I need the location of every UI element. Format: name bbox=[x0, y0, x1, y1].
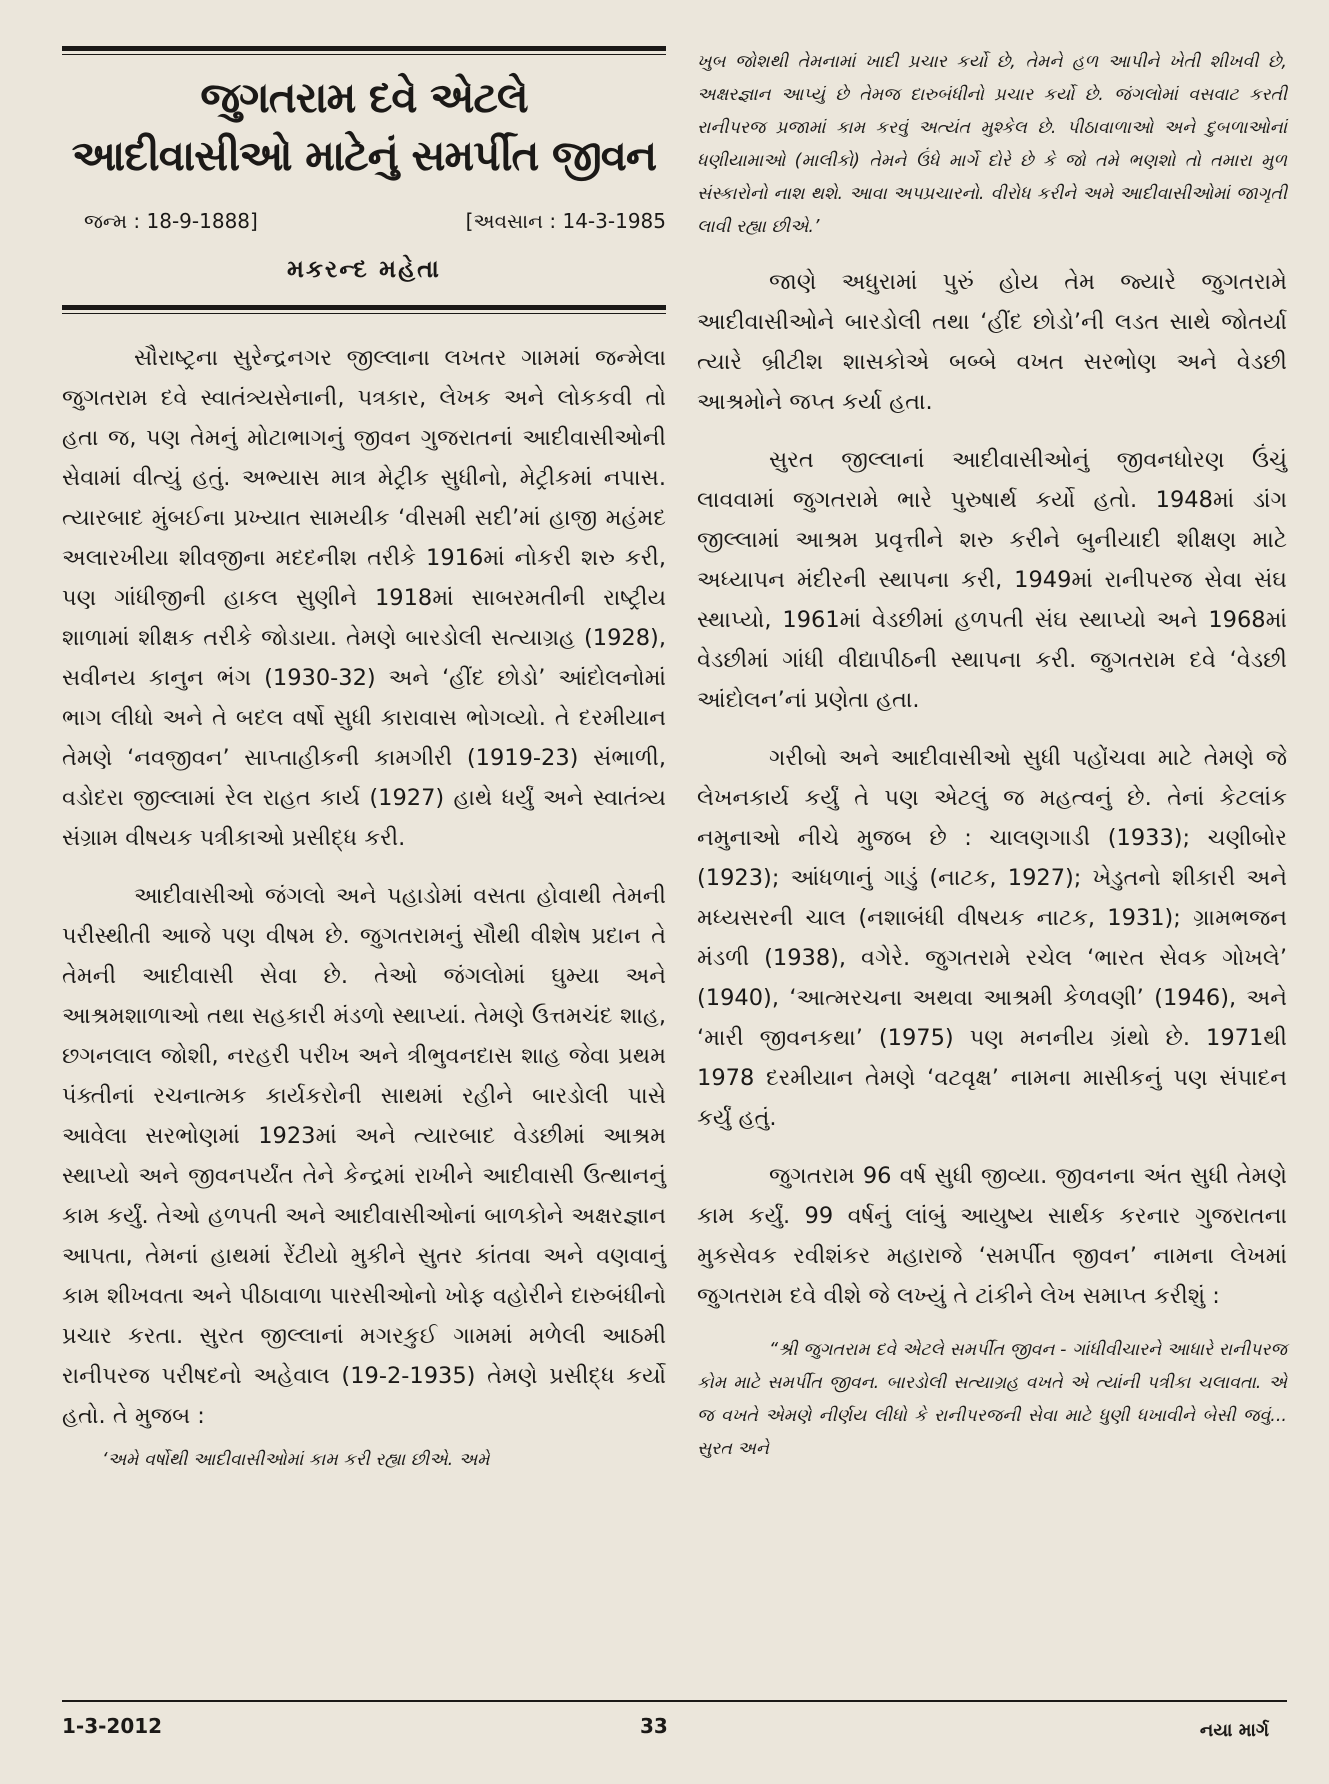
death-date: [અવસાન : 14-3-1985 bbox=[465, 209, 666, 233]
magazine-name: નયા માર્ગ bbox=[1199, 1720, 1269, 1741]
paragraph: જાણે અધુરામાં પુરું હોય તેમ જ્યારે જુગતરામે આદીવાસીઓને બારડોલી તથા ‘હીંદ છોડો’ની લડત સાથે જોતર્યા ત્યારે બ્રીટીશ શાસકોએ બબ્બે વખત સરભોણ અને વેડછી આશ્રમોને જપ્ત કર્યા હતા. bbox=[697, 269, 1287, 415]
paragraph: સુરત જીલ્લાનાં આદીવાસીઓનું જીવનધોરણ ઉંચું લાવવામાં જુગતરામે ભારે પુરુષાર્થ કર્યો હતો. 1948માં ડાંગ જીલ્લામાં આશ્રમ પ્રવૃત્તીને શરુ કરીને બુનીયાદી શીક્ષણ માટે અધ્યાપન મંદીરની સ્થાપના કરી, 1949માં રાનીપરજ સેવા સંઘ સ્થાપ્યો, 1961માં વેડછીમાં હળપતી સંઘ સ્થાપ્યો અને 1968માં વેડછીમાં ગાંધી વીદ્યાપીઠની સ્થાપના કરી. જુગતરામ દવે ‘વેડછી આંદોલન’નાં પ્રણેતા હતા. bbox=[697, 447, 1287, 713]
paragraph: આદીવાસીઓ જંગલો અને પહાડોમાં વસતા હોવાથી તેમની પરીસ્થીતી આજે પણ વીષમ છે. જુગતરામનું સૌથી વીશેષ પ્રદાન તે તેમની આદીવાસી સેવા છે. તેઓ જંગલોમાં ઘુમ્યા અને આશ્રમશાળાઓ તથા સહકારી મંડળો સ્થાપ્યાં. તેમણે ઉત્તમચંદ શાહ, છગનલાલ જોશી, નરહરી પરીખ અને ત્રીભુવનદાસ શાહ જેવા પ્રથમ પંક્તીનાં રચનાત્મક કાર્યકરોની સાથમાં રહીને બારડોલી પાસે આવેલા સરભોણમાં 1923માં અને ત્યારબાદ વેડછીમાં આશ્રમ સ્થાપ્યો અને જીવનપર્યંત તેને કેન્દ્રમાં રાખીને આદીવાસી ઉત્થાનનું કામ કર્યું. તેઓ હળપતી અને આદીવાસીઓનાં બાળકોને અક્ષરજ્ઞાન આપતા, તેમનાં હાથમાં રેંટીયો મુકીને સુતર કાંતવા અને વણવાનું કામ શીખવતા અને પીઠાવાળા પારસીઓનો ખોફ વહોરીને દારુબંધીનો પ્રચાર કરતા. સુરત જીલ્લાનાં મગરકુઈ ગામમાં મળેલી આઠમી રાનીપરજ પરીષદનો અહેવાલ (19-2-1935) તેમણે પ્રસીદ્ધ કર્યો હતો. તે મુજબ : bbox=[62, 883, 666, 1429]
dates-row bbox=[62, 209, 666, 243]
page-number: 33 bbox=[640, 1714, 668, 1738]
footer-rule bbox=[62, 1700, 1287, 1702]
quote-continuation: ખુબ જોશથી તેમનામાં ખાદી પ્રચાર કર્યો છે, તેમને હળ આપીને ખેતી શીખવી છે, અક્ષરજ્ઞાન આપ્યું છે તેમજ દારુબંધીનો પ્રચાર કર્યો છે. જંગલોમાં વસવાટ કરતી રાનીપરજ પ્રજામાં કામ કરવું અત્યંત મુશ્કેલ છે. પીઠાવાળાઓ અને દુબળાઓનાં ધણીયામાઓ (માલીકો) તેમને ઉંધે માર્ગે દોરે છે કે જો તમે ભણશો તો તમારા મુળ સંસ્કારોનો નાશ થશે. આવા અપપ્રચારનો. વીરોધ કરીને અમે આદીવાસીઓમાં જાગૃતી લાવી રહ્યા છીએ.’ bbox=[697, 52, 1287, 237]
top-rule bbox=[62, 46, 666, 55]
birth-date: જન્મ : 18-9-1888] bbox=[84, 209, 258, 233]
title-line-2: આદીવાસીઓ માટેનું સમર્પીત જીવન bbox=[71, 131, 657, 180]
right-column bbox=[697, 46, 1287, 1466]
author-name: મકરન્દ મહેતા bbox=[287, 255, 441, 283]
issue-date: 1-3-2012 bbox=[62, 1714, 163, 1738]
title-line-1: જુગતરામ દવે એટલે bbox=[200, 73, 528, 122]
header-bottom-rule bbox=[62, 305, 666, 314]
paragraph: સૌરાષ્ટ્રના સુરેન્દ્રનગર જીલ્લાના લખતર ગામમાં જન્મેલા જુગતરામ દવે સ્વાતંત્ર્યસેનાની, પત્રકાર, લેખક અને લોકકવી તો હતા જ, પણ તેમનું મોટાભાગનું જીવન ગુજરાતનાં આદીવાસીઓની સેવામાં વીત્યું હતું. અભ્યાસ માત્ર મેટ્રીક સુધીનો, મેટ્રીકમાં નપાસ. ત્યારબાદ મુંબઈના પ્રખ્યાત સામયીક ‘વીસમી સદી’માં હાજી મહંમદ અલારખીયા શીવજીના મદદનીશ તરીકે 1916માં નોકરી શરુ કરી, પણ ગાંધીજીની હાકલ સુણીને 1918માં સાબરમતીની રાષ્ટ્રીય શાળામાં શીક્ષક તરીકે જોડાયા. તેમણે બારડોલી સત્યાગ્રહ (1928), સવીનય કાનુન ભંગ (1930-32) અને ‘હીંદ છોડો’ આંદોલનોમાં ભાગ લીધો અને તે બદલ વર્ષો સુધી કારાવાસ ભોગવ્યો. તે દરમીયાન તેમણે ‘નવજીવન’ સાપ્તાહીકની કામગીરી (1919-23) સંભાળી, વડોદરા જીલ્લામાં રેલ રાહત કાર્ય (1927) હાથે ધર્યું અને સ્વાતંત્ર્ય સંગ્રામ વીષયક પત્રીકાઓ પ્રસીદ્ધ કરી. bbox=[62, 345, 666, 851]
left-column bbox=[62, 46, 666, 1477]
paragraph: જુગતરામ 96 વર્ષ સુધી જીવ્યા. જીવનના અંત સુધી તેમણે કામ કર્યું. 99 વર્ષનું લાંબું આયુષ્ય સાર્થક કરનાર ગુજરાતના મુકસેવક રવીશંકર મહારાજે ‘સમર્પીત જીવન’ નામના લેખમાં જુગતરામ દવે વીશે જે લખ્યું તે ટાંકીને લેખ સમાપ્ત કરીશું : bbox=[697, 1163, 1287, 1309]
article-title bbox=[62, 69, 666, 185]
paragraph: ગરીબો અને આદીવાસીઓ સુધી પહોંચવા માટે તેમણે જે લેખનકાર્ય કર્યું તે પણ એટલું જ મહત્વનું છે. તેનાં કેટલાંક નમુનાઓ નીચે મુજબ છે : ચાલણગાડી (1933); ચણીબોર (1923); આંધળાનું ગાડું (નાટક, 1927); ખેડુતનો શીકારી અને મધ્યસરની ચાલ (નશાબંધી વીષયક નાટક, 1931); ગ્રામભજન મંડળી (1938), વગેરે. જુગતરામે રચેલ ‘ભારત સેવક ગોખલે’ (1940), ‘આત્મરચના અથવા આશ્રમી કેળવણી’ (1946), અને ‘મારી જીવનકથા’ (1975) પણ મનનીય ગ્રંથો છે. 1971થી 1978 દરમીયાન તેમણે ‘વટવૃક્ષ’ નામના માસીકનું પણ સંપાદન કર્યું હતું. bbox=[697, 745, 1287, 1131]
quote-start: ‘અમે વર્ષોથી આદીવાસીઓમાં કામ કરી રહ્યા છીએ. અમે bbox=[102, 1450, 490, 1470]
closing-quote: “શ્રી જુગતરામ દવે એટલે સમર્પીત જીવન - ગાંધીવીચારને આધારે રાનીપરજ કોમ માટે સમર્પીત જીવન. બારડોલી સત્યાગ્રહ વખતે એ ત્યાંની પત્રીકા ચલાવતા. એ જ વખતે એમણે નીર્ણય લીધો કે રાનીપરજની સેવા માટે ધુણી ધખાવીને બેસી જવું... સુરત અને bbox=[697, 1340, 1287, 1459]
